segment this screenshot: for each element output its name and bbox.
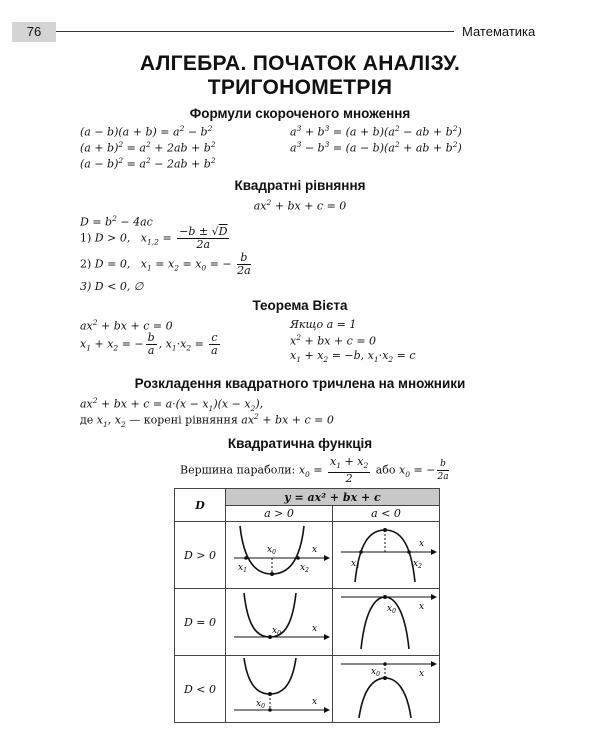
page-number: 76 bbox=[12, 22, 56, 42]
col-d-header: D bbox=[175, 489, 226, 522]
vieta-reduced-formulas: $x_1 + x_2 = -b$, $x_1\cdot x_2 = c$ bbox=[290, 349, 416, 365]
header-rule bbox=[56, 31, 454, 32]
vieta-equation: $ax^2$ + bx + c = 0 bbox=[80, 318, 173, 333]
quadratic-equation: $ax^2$ + bx + c = 0 bbox=[253, 198, 347, 213]
header-subject: Математика bbox=[462, 24, 536, 39]
vieta-reduced-equation: $x^2$ + bx + c = 0 bbox=[290, 333, 377, 348]
formula-diff-squares: $(a - b)(a + b) = a^2 - b^2$ bbox=[80, 124, 213, 139]
heading-factor: Розкладення квадратного тричлена на множники bbox=[134, 376, 466, 391]
discriminant-formula: $D = b^2 - 4ac$ bbox=[80, 214, 153, 229]
vertex-formula: Вершина параболи: $x_0$ = $\frac{x_1 + x_2}{2}$ або $x_0$ = − $\frac{b}{2a}$ bbox=[180, 455, 449, 486]
heading-vieta: Теорема Вієта bbox=[252, 298, 348, 313]
case-d-zero: 2) D = 0, $x_1 = x_2 = x_0$ = − $\frac{b}{2a}$ bbox=[80, 251, 251, 277]
graph-dzero-aneg bbox=[333, 589, 440, 656]
svg-text:x: x bbox=[419, 602, 425, 612]
page-title-line1: АЛГЕБРА. ПОЧАТОК АНАЛІЗУ. bbox=[139, 52, 461, 75]
table-header-function: y = ax² + bx + c bbox=[226, 489, 440, 506]
case-d-positive: 1) D > 0, $x_{1,2}$ = $\frac{-b \pm √D}{2a}$ bbox=[80, 225, 228, 251]
svg-text:x: x bbox=[312, 545, 318, 555]
graph-dpos-aneg bbox=[333, 522, 440, 589]
factor-formula: $ax^2$ + bx + $c = a\cdot(x - x_1)(x - x_2)$, bbox=[80, 396, 264, 413]
factor-note: де $x_1$, $x_2$ — корені рівняння $ax^2$ + bx + c = 0 bbox=[80, 412, 334, 429]
quadratic-function-table bbox=[174, 488, 440, 710]
case-d-negative: 3) D < 0, ∅ bbox=[80, 280, 144, 293]
svg-text:x: x bbox=[419, 539, 425, 549]
heading-func: Квадратична функція bbox=[227, 436, 373, 451]
formula-sum-square: $(a + b)^2 = a^2 + 2ab + b^2$ bbox=[80, 140, 216, 155]
svg-text:x0: $x_0$ bbox=[387, 604, 396, 615]
vieta-formulas: $x_1 + x_2$ = − $\frac{b}{a}$ , $x_1\cdot x_2$ = $\frac{c}{a}$ bbox=[80, 331, 218, 357]
svg-text:x: x bbox=[419, 669, 425, 679]
row-d-negative: D < 0 bbox=[175, 656, 226, 723]
svg-text:x2: $x_2$ bbox=[413, 559, 422, 570]
graph-dzero-apos bbox=[226, 589, 333, 656]
a-positive-header: a > 0 bbox=[226, 506, 333, 522]
heading-abbrev: Формули скороченого множення bbox=[189, 106, 411, 121]
svg-text:x0: $x_0$ bbox=[272, 626, 281, 637]
svg-text:x0: $x_0$ bbox=[267, 545, 276, 556]
svg-text:x1: $x_1$ bbox=[238, 563, 247, 574]
formula-diff-cubes: $a^3 - b^3 = (a - b)(a^2$ + ab + $b^2$) bbox=[290, 140, 462, 155]
graph-dneg-aneg bbox=[333, 656, 440, 723]
svg-text:x: x bbox=[312, 697, 318, 707]
formula-sum-cubes: $a^3 + b^3 = (a + b)(a^2$ − ab + $b^2$) bbox=[290, 124, 462, 139]
svg-text:x: x bbox=[312, 624, 318, 634]
row-d-zero: D = 0 bbox=[175, 589, 226, 656]
svg-text:x2: $x_2$ bbox=[300, 563, 309, 574]
graph-dpos-apos bbox=[226, 522, 333, 589]
graph-dneg-apos bbox=[226, 656, 333, 723]
formula-diff-square: $(a - b)^2 = a^2 - 2ab + b^2$ bbox=[80, 156, 216, 171]
page-title-line2: ТРИГОНОМЕТРІЯ bbox=[207, 76, 393, 99]
svg-text:x0: $x_0$ bbox=[256, 699, 265, 710]
row-d-positive: D > 0 bbox=[175, 522, 226, 589]
heading-quadratic: Квадратні рівняння bbox=[234, 178, 366, 193]
svg-text:x1: $x_1$ bbox=[351, 559, 360, 570]
svg-text:x0: $x_0$ bbox=[371, 667, 380, 678]
a-negative-header: a < 0 bbox=[333, 506, 440, 522]
vieta-if-a1: Якщо a = 1 bbox=[290, 318, 357, 331]
